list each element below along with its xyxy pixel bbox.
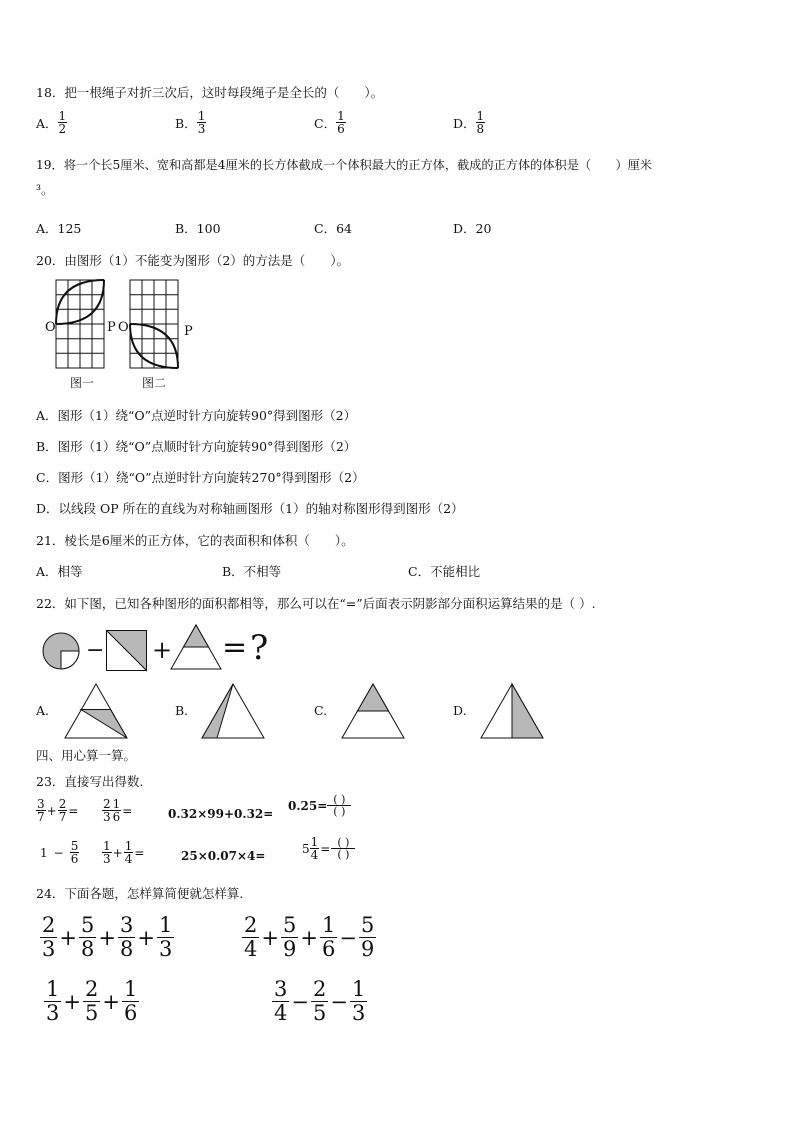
- q21-text: 21．棱长是6厘米的正方体，它的表面积和体积（ ）。: [36, 533, 354, 548]
- q23-item-f: $\frac{1}{3}$ + $\frac{1}{4}$ =: [103, 839, 145, 866]
- q19-option-a[interactable]: A．125: [36, 221, 82, 236]
- q23-item-h: 5 $\frac{1}{4}$ = $\frac{( )}{( )}$: [302, 836, 355, 861]
- q22-option-a-triangle[interactable]: [64, 683, 128, 739]
- q19-option-c[interactable]: C．64: [314, 221, 352, 236]
- q24-expr-3: $\frac{1}{3}$ + $\frac{2}{5}$ + $\frac{1}{6}$: [46, 977, 138, 1025]
- q21-option-a[interactable]: A．相等: [36, 564, 83, 579]
- point-p-label: P: [107, 320, 116, 335]
- q19-text-cont: ³。: [36, 182, 54, 197]
- point-o-label: O: [45, 320, 56, 335]
- section-4-title: 四、用心算一算。: [36, 748, 137, 763]
- q20-figure-1: [56, 280, 106, 370]
- q20-text: 20．由图形（1）不能变为图形（2）的方法是（ ）。: [36, 253, 350, 268]
- q24-expr-1: $\frac{2}{3}$ + $\frac{5}{8}$ + $\frac{3}{8}$ + $\frac{1}{3}$: [42, 913, 173, 961]
- q20-option-a[interactable]: A．图形（1）绕“O”点逆时针方向旋转90°得到图形（2）: [36, 408, 357, 423]
- q18-option-a[interactable]: A． $\frac{1}{2}$: [36, 109, 67, 136]
- q18-text: 18．把一根绳子对折三次后，这时每段绳子是全长的（ ）。: [36, 85, 384, 100]
- q22-option-a-label[interactable]: A.: [36, 703, 50, 718]
- point-o-label-2: O: [118, 320, 129, 335]
- q23-item-g: 25×0.07×4=: [181, 849, 266, 863]
- q18-option-c[interactable]: C． $\frac{1}{6}$: [314, 109, 345, 136]
- q22-option-c-triangle[interactable]: [341, 683, 405, 739]
- q22-option-d-label[interactable]: D.: [453, 703, 467, 718]
- q22-square-figure: [106, 630, 148, 672]
- q21-option-c[interactable]: C．不能相比: [408, 564, 481, 579]
- q23-item-d: 0.25= $\frac{( )}{( )}$: [288, 794, 351, 817]
- q23-text: 23．直接写出得数.: [36, 774, 144, 789]
- q22-option-b-label[interactable]: B.: [175, 703, 189, 718]
- q21-option-b[interactable]: B．不相等: [222, 564, 282, 579]
- q19-option-b[interactable]: B．100: [175, 221, 221, 236]
- q23-item-c: 0.32×99+0.32=: [168, 807, 274, 821]
- q20-option-d[interactable]: D．以线段 OP 所在的直线为对称轴画图形（1）的轴对称图形得到图形（2）: [36, 501, 464, 516]
- fraction: $\frac{1}{6}$: [337, 109, 345, 136]
- fraction: $\frac{1}{8}$: [476, 109, 485, 136]
- q22-option-b-triangle[interactable]: [201, 683, 265, 739]
- fig1-label: 图一: [70, 376, 95, 390]
- q24-text: 24．下面各题，怎样算简便就怎样算.: [36, 886, 244, 901]
- q23-item-a: $\frac{3}{7}$ + $\frac{2}{7}$ =: [37, 797, 79, 824]
- fraction: $\frac{1}{2}$: [58, 109, 67, 136]
- point-p-label-2: P: [184, 324, 193, 339]
- plus-sign: +: [152, 636, 173, 664]
- q18-option-d[interactable]: D． $\frac{1}{8}$: [453, 109, 485, 136]
- q19-option-d[interactable]: D．20: [453, 221, 492, 236]
- q23-item-b: $\frac{2}{3}$ $\frac{1}{6}$ =: [103, 797, 133, 824]
- question-mark: ?: [250, 628, 269, 668]
- q24-expr-4: $\frac{3}{4}$ − $\frac{2}{5}$ − $\frac{1}{3}$: [274, 977, 366, 1025]
- q24-expr-2: $\frac{2}{4}$ + $\frac{5}{9}$ + $\frac{1}{6}$ − $\frac{5}{9}$: [244, 913, 375, 961]
- q20-option-c[interactable]: C．图形（1）绕“O”点逆时针方向旋转270°得到图形（2）: [36, 470, 365, 485]
- q19-text: 19．将一个长5厘米、宽和高都是4厘米的长方体截成一个体积最大的正方体，截成的正方体的体积是（ ）厘米: [36, 158, 653, 172]
- q23-item-e: 1 − $\frac{5}{6}$: [40, 839, 79, 866]
- equals-sign: =: [222, 630, 248, 665]
- fig2-label: 图二: [142, 376, 167, 390]
- q22-text: 22．如下图，已知各种图形的面积都相等，那么可以在“=”后面表示阴影部分面积运算结果的是（ ）.: [36, 596, 596, 611]
- q22-option-c-label[interactable]: C.: [314, 703, 328, 718]
- minus-sign: −: [86, 638, 105, 663]
- q18-option-b[interactable]: B． $\frac{1}{3}$: [175, 109, 206, 136]
- fraction: $\frac{1}{3}$: [197, 109, 206, 136]
- q22-circle-figure: [42, 632, 82, 672]
- q20-figure-2: [130, 280, 180, 370]
- q22-triangle-figure: [170, 624, 222, 670]
- q20-option-b[interactable]: B．图形（1）绕“O”点顺时针方向旋转90°得到图形（2）: [36, 439, 357, 454]
- q22-option-d-triangle[interactable]: [480, 683, 544, 739]
